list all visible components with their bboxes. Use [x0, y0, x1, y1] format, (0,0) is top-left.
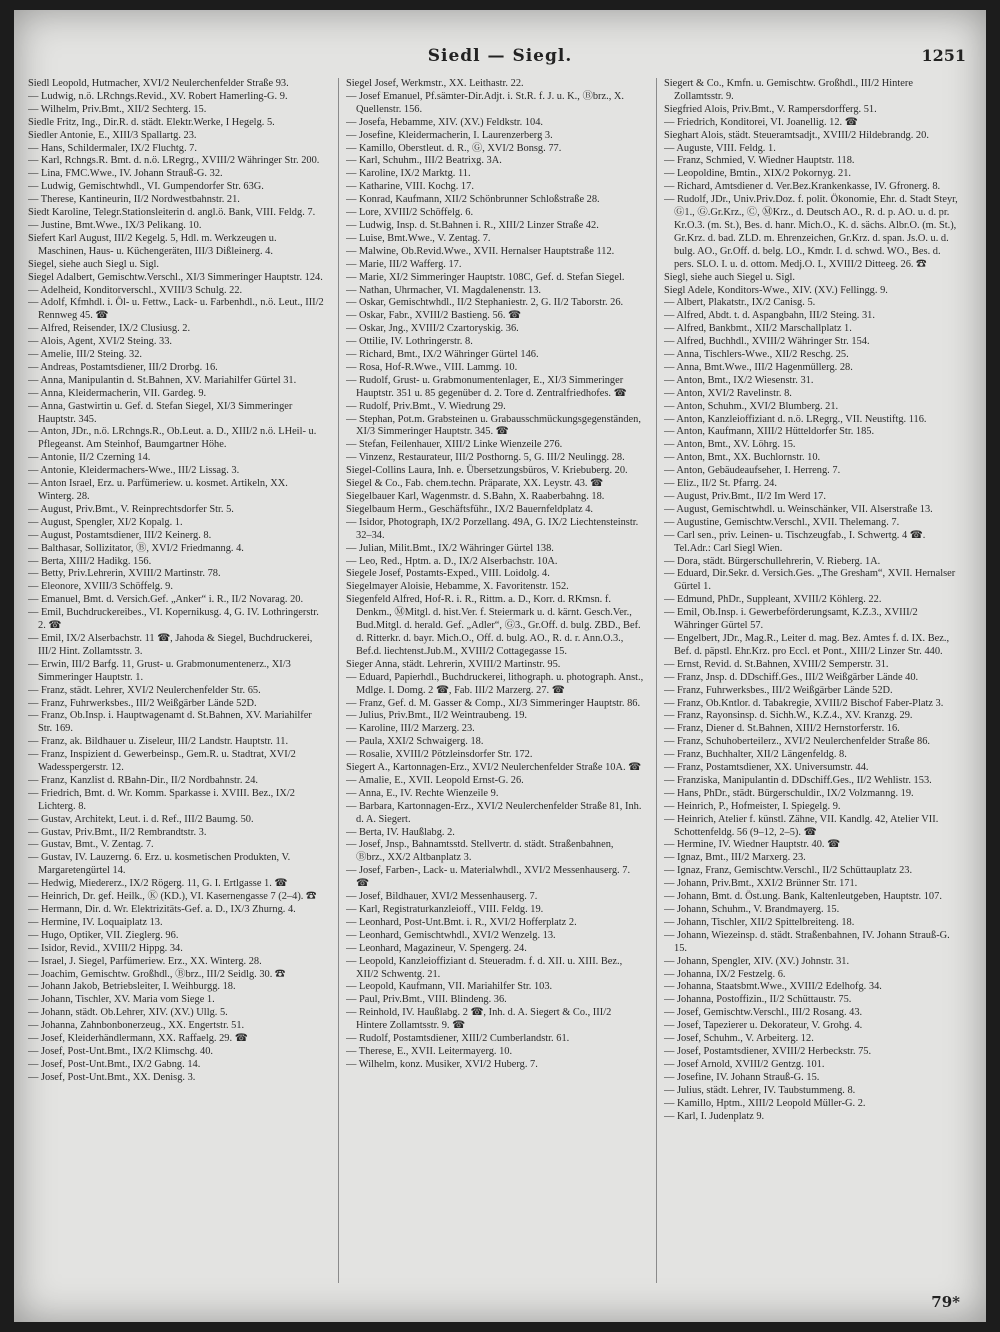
directory-entry: — Anna, E., IV. Rechte Wienzeile 9.	[346, 787, 499, 799]
directory-entry: — Josef, Post-Unt.Bmt., IX/2 Klimschg. 40.	[28, 1045, 214, 1057]
directory-entry: — Josefine, IV. Johann Strauß-G. 15.	[664, 1071, 820, 1083]
directory-entry: — Julius, städt. Lehrer, IV. Taubstummeng. 8.	[664, 1084, 856, 1096]
directory-entry: — Johann, Spengler, XIV. (XV.) Johnstr. 31.	[664, 955, 850, 967]
directory-entry: — Gustav, Bmt., V. Zentag. 7.	[28, 839, 154, 851]
directory-entry: — Heinrich, P., Hofmeister, I. Spiegelg. 9.	[664, 800, 841, 812]
directory-entry: — Josef, Farben-, Lack- u. Materialwhdl., XVI/2 Messenhauserg. 7. ☎	[346, 865, 631, 890]
directory-entry: — Alfred, Abdt. t. d. Aspangbahn, III/2 Steing. 31.	[664, 310, 875, 322]
directory-entry: — Amelie, III/2 Steing. 32.	[28, 349, 142, 361]
directory-entry: — Adolf, Kfmhdl. i. Öl- u. Fettw., Lack- u. Farbenhdl., n.ö. Leut., III/2 Rennweg 45. ☎	[28, 297, 324, 322]
directory-entry: Siegfried Alois, Priv.Bmt., V. Rampersdorfferg. 51.	[664, 103, 877, 115]
directory-entry: — Karl, I. Judenplatz 9.	[664, 1110, 765, 1122]
directory-entry: — Johann Jakob, Betriebsleiter, I. Weihburgg. 18.	[28, 981, 236, 993]
directory-entry: — Karl, Rchngs.R. Bmt. d. n.ö. LRegrg., XVIII/2 Währinger Str. 200.	[28, 155, 320, 167]
directory-entry: — Antonie, II/2 Czerning 14.	[28, 452, 151, 464]
directory-entry: — Lina, FMC.Wwe., IV. Johann Strauß-G. 32.	[28, 168, 223, 180]
directory-entry: — Leo, Red., Hptm. a. D., IX/2 Alserbachstr. 10A.	[346, 555, 558, 567]
directory-entry: — Josef, Post-Unt.Bmt., IX/2 Gabng. 14.	[28, 1058, 201, 1070]
directory-entry: — Rosalie, XVIII/2 Pötzleinsdorfer Str. 172.	[346, 749, 533, 761]
directory-entry: — Antonie, Kleidermachers-Wwe., III/2 Lissag. 3.	[28, 465, 240, 477]
directory-entry: — Amalie, E., XVII. Leopold Ernst-G. 26.	[346, 774, 524, 786]
directory-entry: — Eleonore, XVIII/3 Schöffelg. 9.	[28, 581, 173, 593]
directory-entry: Siedt Karoline, Telegr.Stationsleiterin d. angl.ö. Bank, VIII. Feldg. 7.	[28, 207, 316, 219]
directory-entry: — Leopold, Kanzleioffiziant d. Steueradm. f. d. XII. u. XIII. Bez., XII/2 Schwentg. 21.	[346, 955, 623, 980]
directory-entry: — Rudolf, Priv.Bmt., V. Wiedrung 29.	[346, 400, 506, 412]
directory-entry: — Johann, Wiezeinsp. d. städt. Straßenbahnen, IV. Johann Strauß-G. 15.	[664, 929, 950, 954]
directory-entry: — Reinhold, IV. Haußlabg. 2 ☎, Inh. d. A. Siegert & Co., III/2 Hintere Zollamtsstr. 9. ☎	[346, 1007, 612, 1032]
directory-entry: — Anton, Bmt., IX/2 Wiesenstr. 31.	[664, 374, 814, 386]
directory-entry: — Johanna, IX/2 Festzelg. 6.	[664, 968, 786, 980]
directory-entry: — Franz, Postamtsdiener, XX. Universumstr. 44.	[664, 762, 869, 774]
directory-entry: — Isidor, Photograph, IX/2 Porzellang. 49A, G. IX/2 Liechtensteinstr. 32–34.	[346, 516, 639, 541]
directory-entry: — Oskar, Gemischtwhdl., II/2 Stephaniestr. 2, G. II/2 Taborstr. 26.	[346, 297, 624, 309]
directory-entry: — Johann, Schuhm., V. Brandmayerg. 15.	[664, 904, 840, 915]
directory-entry: — Stephan, Pot.m. Grabsteinen u. Grabausschmückungsgegenständen, XI/3 Simmeringer Hauptstr. 345. ☎	[346, 413, 641, 438]
directory-entry: Siegl Adele, Konditors-Wwe., XIV. (XV.) Fellingg. 9.	[664, 284, 888, 296]
directory-entry: — Balthasar, Sollizitator, Ⓑ, XVI/2 Friedmanng. 4.	[28, 542, 244, 554]
directory-entry: Siedle Fritz, Ing., Dir.R. d. städt. Elektr.Werke, I Hegelg. 5.	[28, 116, 275, 128]
page-header	[14, 46, 986, 72]
directory-entry: — Hugo, Optiker, VII. Zieglerg. 96.	[28, 929, 179, 941]
directory-entry: — Rudolf, Grust- u. Grabmonumentenlager, E., XI/3 Simmeringer Hauptstr. 351 u. 85 gegenüber d. 2. Tore d. Zentralfriedhofes. ☎	[346, 374, 627, 399]
directory-entry: Siegenfeld Alfred, Hof-R. i. R., Rittm. a. D., Korr. d. RKmsn. f. Denkm., ⓂMitgl. d. hist.Ver. f. Steiermark u. d. kärnt. Gesch.Ver., Bud.Mitgl. d. herald. Gef. „Adler“, Ⓖ3., Gr.Off. d. bulg. ZBD., Bef. d. Ritterkr. d. bayr. Mich.O., Off. d. bulg. AO., R. d. r. Ann.O.3., Bef.d. liechtenst.Jub.M., XVIII/2 Cottagegasse 15.	[346, 594, 641, 657]
directory-entry: — Franz, Schmied, V. Wiedner Hauptstr. 118.	[664, 155, 855, 167]
directory-entry: — Rudolf, JDr., Univ.Priv.Doz. f. polit. Ökonomie, Ehr. d. Stadt Steyr, Ⓖ1., Ⓖ.Gr.Krz., Ⓒ, ⓂKrz., d. Deutsch AO., R. d. p. AO. u. d. pr. Kr.O.3. (m. St.), Bes. d. hanr. Mich.O., K. d. sächs. Albr.O. (m. St.), Gr.Krz. d. bad. ZLD. m. Ehrenzeichen, Gr.Krz. d. span. Js.O. u. d. bulg. AO., Gr.Off. d. belg. LO., Kmdr. I. d. schwd. WO., Bes. d. pers. SLO. I. u. d. ottom. Medj.O. I., XVIII/2 Ditteeg. 26. ☎	[664, 194, 958, 270]
directory-entry: — Franz, städt. Lehrer, XVI/2 Neulerchenfelder Str. 65.	[28, 684, 261, 696]
directory-entry: — Wilhelm, konz. Musiker, XVI/2 Huberg. 7.	[346, 1058, 538, 1070]
column-middle	[346, 78, 644, 1283]
directory-entry: — Franziska, Manipulantin d. DDschiff.Ges., II/2 Wehlistr. 153.	[664, 774, 932, 786]
directory-entry: — Johann, Bmt. d. Öst.ung. Bank, Kaltenleutgeben, Hauptstr. 107.	[664, 891, 942, 903]
directory-entry: — Auguste, VIII. Feldg. 1.	[664, 142, 776, 154]
directory-entry: — August, Priv.Bmt., II/2 Im Werd 17.	[664, 491, 826, 502]
directory-entry: — Josef Emanuel, Pf.sämter-Dir.Adjt. i. St.R. f. J. u. K., Ⓑbrz., X. Quellenstr. 156.	[346, 90, 624, 115]
directory-entry: — Berta, IV. Haußlabg. 2.	[346, 826, 455, 838]
directory-entry: — Hedwig, Miedererz., IX/2 Rögerg. 11, G. I. Ertlgasse 1. ☎	[28, 878, 288, 890]
directory-entry: — Anna, Kleidermacherin, VII. Gardeg. 9.	[28, 387, 207, 399]
directory-entry: — Leopoldine, Bmtin., XIX/2 Pokornyg. 21.	[664, 168, 852, 180]
directory-entry: — Josef Arnold, XVIII/2 Gentzg. 101.	[664, 1058, 825, 1070]
directory-entry: Siegel Adalbert, Gemischtw.Verschl., XI/3 Simmeringer Hauptstr. 124.	[28, 271, 323, 283]
directory-entry: — Rosa, Hof-R.Wwe., VIII. Lammg. 10.	[346, 361, 518, 373]
directory-entry: — Kamillo, Hptm., XIII/2 Leopold Müller-G. 2.	[664, 1097, 866, 1109]
directory-entry: — Anna, Tischlers-Wwe., XII/2 Reschg. 25.	[664, 349, 849, 361]
directory-entry: Siegel-Collins Laura, Inh. e. Übersetzungsbüros, V. Kriebuberg. 20.	[346, 465, 628, 477]
directory-entry: — Karoline, III/2 Marzerg. 23.	[346, 723, 475, 735]
directory-entry: — Heinrich, Dr. gef. Heilk., Ⓚ (KD.), VI. Kasernengasse 7 (2–4). ☎	[28, 891, 317, 903]
directory-entry: — Johanna, Postoffizin., II/2 Schüttaustr. 75.	[664, 994, 852, 1006]
directory-entry: — August, Gemischtwhdl. u. Weinschänker, VII. Alserstraße 13.	[664, 503, 933, 515]
directory-entry: — Leonhard, Gemischtwhdl., XVI/2 Wenzelg. 13.	[346, 929, 556, 941]
directory-entry: — Anton, Kaufmann, XIII/2 Hütteldorfer Str. 185.	[664, 426, 875, 438]
directory-entry: — Stefan, Feilenhauer, XIII/2 Linke Wienzeile 276.	[346, 439, 563, 451]
directory-entry: — Anton, Bmt., XV. Löhrg. 15.	[664, 439, 796, 451]
directory-entry: Siedl Leopold, Hutmacher, XVI/2 Neulerchenfelder Straße 93.	[28, 78, 289, 89]
directory-entry: — Hans, Schildermaler, IX/2 Fluchtg. 7.	[28, 142, 197, 154]
directory-entry: — Ottilie, IV. Lothringerstr. 8.	[346, 336, 473, 348]
directory-entry: — Katharine, VIII. Kochg. 17.	[346, 181, 474, 193]
directory-entry: — Anton, Schuhm., XVI/2 Blumberg. 21.	[664, 400, 839, 412]
directory-entry: — Marie, XI/2 Simmeringer Hauptstr. 108C, Gef. d. Stefan Siegel.	[346, 271, 625, 283]
directory-entry: — Oskar, Jng., XVIII/2 Czartoryskig. 36.	[346, 323, 519, 335]
directory-entry: — Franz, Schuhoberteilerz., XVI/2 Neulerchenfelder Straße 86.	[664, 736, 931, 748]
directory-entry: — Berta, XIII/2 Hadikg. 156.	[28, 555, 152, 567]
directory-entry: — Johann, Priv.Bmt., XXI/2 Brünner Str. 171.	[664, 878, 858, 890]
directory-entry: — Franz, Jnsp. d. DDschiff.Ges., III/2 Weißgärber Lände 40.	[664, 671, 919, 683]
directory-entry: — Eduard, Dir.Sekr. d. Versich.Ges. „The Gresham“, XVII. Hernalser Gürtel 1.	[664, 568, 956, 593]
directory-entry: Siedler Antonie, E., XIII/3 Spallartg. 23.	[28, 129, 197, 141]
directory-entry: — Augustine, Gemischtw.Verschl., XVII. Thelemang. 7.	[664, 516, 900, 528]
directory-entry: — Ernst, Revid. d. St.Bahnen, XVIII/2 Semperstr. 31.	[664, 658, 889, 670]
directory-entry: — Lore, XVIII/2 Schöffelg. 6.	[346, 207, 474, 219]
directory-entry: — Albert, Plakatstr., IX/2 Canisg. 5.	[664, 297, 816, 309]
directory-entry: — Ignaz, Bmt., III/2 Marxerg. 23.	[664, 852, 806, 864]
directory-entry: — Franz, Ob.Insp. i. Hauptwagenamt d. St.Bahnen, XV. Mariahilfer Str. 169.	[28, 710, 312, 735]
directory-entry: — August, Spengler, XI/2 Kopalg. 1.	[28, 516, 183, 528]
directory-entry: — Johann, Tischler, XV. Maria vom Siege 1.	[28, 994, 215, 1006]
directory-entry: — Hermine, IV. Loquaiplatz 13.	[28, 916, 163, 928]
directory-entry: — Julian, Milit.Bmt., IX/2 Währinger Gürtel 138.	[346, 542, 554, 554]
directory-entry: Sieger Anna, städt. Lehrerin, XVIII/2 Martinstr. 95.	[346, 658, 561, 670]
directory-entry: — Justine, Bmt.Wwe., IX/3 Pelikang. 10.	[28, 219, 202, 231]
directory-entry: — Ignaz, Franz, Gemischtw.Verschl., II/2 Schüttauplatz 23.	[664, 865, 913, 877]
directory-entry: — Emil, Ob.Insp. i. Gewerbeförderungsamt, K.Z.3., XVIII/2 Währinger Gürtel 57.	[664, 607, 918, 632]
directory-entry: Siegel Josef, Werkmstr., XX. Leithastr. 22.	[346, 78, 524, 89]
directory-entry: — Emanuel, Bmt. d. Versich.Gef. „Anker“ i. R., II/2 Novarag. 20.	[28, 594, 304, 606]
directory-entry: — Franz, Diener d. St.Bahnen, XIII/2 Hernstorferstr. 16.	[664, 723, 900, 735]
directory-entry: — Paula, XXI/2 Schwaigerg. 18.	[346, 736, 484, 748]
directory-entry: — Karl, Registraturkanzleioff., VIII. Feldg. 19.	[346, 904, 544, 915]
directory-entry: — Oskar, Fabr., XVIII/2 Bastieng. 56. ☎	[346, 310, 522, 322]
directory-entry: — Nathan, Uhrmacher, VI. Magdalenenstr. 13.	[346, 284, 542, 296]
directory-entry: Siegelmayer Aloisie, Hebamme, X. Favoritenstr. 152.	[346, 581, 569, 593]
directory-entry: — Betty, Priv.Lehrerin, XVIII/2 Martinstr. 78.	[28, 568, 221, 580]
directory-entry: — Anna, Bmt.Wwe., III/2 Hagenmüllerg. 28.	[664, 361, 853, 373]
directory-page	[14, 10, 986, 1322]
directory-entry: — Israel, J. Siegel, Parfümeriew. Erz., XX. Winterg. 28.	[28, 955, 262, 967]
directory-entry: — Adelheid, Konditorverschl., XVIII/3 Schulg. 22.	[28, 284, 243, 296]
directory-entry: — Franz, Fuhrwerksbes., III/2 Weißgärber Lände 52D.	[664, 684, 893, 696]
directory-entry: — Leonhard, Magazineur, V. Spengerg. 24.	[346, 942, 527, 954]
directory-entry: — Eliz., II/2 St. Pfarrg. 24.	[664, 478, 777, 490]
directory-entry: — Leopold, Kaufmann, VII. Mariahilfer Str. 103.	[346, 981, 553, 993]
directory-entry: — Anton, XVI/2 Ravelinstr. 8.	[664, 387, 792, 399]
directory-entry: — Anton, Gebäudeaufseher, I. Herreng. 7.	[664, 465, 841, 477]
directory-entry: Siegert & Co., Kmfn. u. Gemischtw. Großhdl., III/2 Hintere Zollamtsstr. 9.	[664, 78, 913, 102]
directory-entry: Sieghart Alois, städt. Steueramtsadjt., XVIII/2 Hildebrandg. 20.	[664, 129, 929, 141]
directory-entry: — Anna, Manipulantin d. St.Bahnen, XV. Mariahilfer Gürtel 31.	[28, 374, 297, 386]
directory-entry: — Gustav, IV. Lauzerng. 6. Erz. u. kosmetischen Produkten, V. Margaretengürtel 14.	[28, 852, 291, 877]
directory-entry: — Hermine, IV. Wiedner Hauptstr. 40. ☎	[664, 839, 841, 851]
directory-entry: — Konrad, Kaufmann, XII/2 Schönbrunner Schloßstraße 28.	[346, 194, 600, 206]
directory-entry: — Josef, Gemischtw.Verschl., III/2 Rosang. 43.	[664, 1007, 863, 1019]
directory-entry: — Josef, Postamtsdiener, XVIII/2 Herbeckstr. 75.	[664, 1045, 872, 1057]
directory-entry: — Edmund, PhDr., Suppleant, XVIII/2 Köhlerg. 22.	[664, 594, 882, 606]
directory-entry: Siegel & Co., Fab. chem.techn. Präparate, XX. Leystr. 43. ☎	[346, 478, 604, 490]
directory-entry: — Josef, Kleiderhändlermann, XX. Raffaelg. 29. ☎	[28, 1033, 248, 1045]
directory-entry: — Josef, Bildhauer, XVI/2 Messenhauserg. 7.	[346, 891, 538, 903]
directory-entry: — Kamillo, Oberstleut. d. R., Ⓖ, XVI/2 Bonsg. 77.	[346, 142, 562, 154]
directory-entry: — Richard, Bmt., IX/2 Währinger Gürtel 146.	[346, 349, 539, 361]
directory-entry: — Leonhard, Post-Unt.Bmt. i. R., XVI/2 Hofferplatz 2.	[346, 916, 577, 928]
directory-entry: — Gustav, Priv.Bmt., II/2 Rembrandtstr. 3.	[28, 826, 207, 838]
directory-entry: Siefert Karl August, III/2 Kegelg. 5, Hdl. m. Werkzeugen u. Maschinen, Haus- u. Küchengeräten, III/3 Dißleinerg. 4.	[28, 232, 277, 257]
directory-entry: — Franz, ak. Bildhauer u. Ziseleur, III/2 Landstr. Hauptstr. 11.	[28, 736, 289, 748]
directory-entry: — Heinrich, Atelier f. künstl. Zähne, VII. Kandlg. 42, Atelier VII. Schottenfeldg. 56 (9–12, 2–5). ☎	[664, 813, 939, 838]
directory-entry: — Ludwig, Insp. d. St.Bahnen i. R., XIII/2 Linzer Straße 42.	[346, 219, 599, 231]
directory-entry: — Franz, Buchhalter, XII/2 Längenfeldg. 8.	[664, 749, 847, 761]
directory-entry: — Franz, Kanzlist d. RBahn-Dir., II/2 Nordbahnstr. 24.	[28, 774, 259, 786]
directory-entry: — Franz, Rayonsinsp. d. Sichh.W., K.Z.4., XV. Kranzg. 29.	[664, 710, 913, 722]
directory-entry: — Josef, Schuhm., V. Arbeiterg. 12.	[664, 1033, 814, 1045]
directory-entry: — Anton, JDr., n.ö. LRchngs.R., Ob.Leut. a. D., XIII/2 n.ö. LHeil- u. Pflegeanst. Am Steinhof, Baumgartner Höhe.	[28, 426, 317, 451]
directory-entry: — Alfred, Reisender, IX/2 Clusiusg. 2.	[28, 323, 191, 335]
directory-entry: — Erwin, III/2 Barfg. 11, Grust- u. Grabmonumentenerz., XI/3 Simmeringer Hauptstr. 1.	[28, 658, 291, 683]
directory-entry: Siegert A., Kartonnagen-Erz., XVI/2 Neulerchenfelder Straße 10A. ☎	[346, 762, 642, 774]
directory-entry: — Richard, Amtsdiener d. Ver.Bez.Krankenkasse, IV. Gfronerg. 8.	[664, 181, 941, 193]
directory-entry: — Josef, Tapezierer u. Dekorateur, V. Grohg. 4.	[664, 1020, 863, 1032]
directory-entry: — Carl sen., priv. Leinen- u. Tischzeugfab., I. Schwertg. 4 ☎. Tel.Adr.: Carl Siegl Wien.	[664, 529, 926, 554]
directory-entry: — August, Postamtsdiener, III/2 Keinerg. 8.	[28, 529, 212, 541]
column-left	[28, 78, 326, 1283]
directory-entry: — Alfred, Buchhdl., XVIII/2 Währinger Str. 154.	[664, 336, 870, 348]
directory-entry: — Barbara, Kartonnagen-Erz., XVI/2 Neulerchenfelder Straße 81, Inh. d. A. Siegert.	[346, 800, 642, 825]
directory-entry: — Josef, Post-Unt.Bmt., XX. Denisg. 3.	[28, 1071, 196, 1083]
directory-entry: — Wilhelm, Priv.Bmt., XII/2 Sechterg. 15.	[28, 103, 207, 115]
directory-entry: — Josefine, Kleidermacherin, I. Laurenzerberg 3.	[346, 129, 553, 141]
directory-entry: — Ludwig, Gemischtwhdl., VI. Gumpendorfer Str. 63G.	[28, 181, 264, 193]
directory-entry: — Paul, Priv.Bmt., VIII. Blindeng. 36.	[346, 994, 507, 1006]
directory-entry: — Alfred, Bankbmt., XII/2 Marschallplatz 1.	[664, 323, 852, 335]
column-right	[664, 78, 962, 1283]
directory-entry: — Anna, Gastwirtin u. Gef. d. Stefan Siegel, XI/3 Simmeringer Hauptstr. 345.	[28, 400, 293, 425]
page-number: 1251	[921, 46, 966, 65]
directory-entry: — Julius, Priv.Bmt., II/2 Weintraubeng. 19.	[346, 710, 527, 722]
directory-entry: Siegele Josef, Postamts-Exped., VIII. Loidolg. 4.	[346, 568, 550, 580]
directory-entry: — Andreas, Postamtsdiener, III/2 Drorbg. 16.	[28, 361, 218, 373]
directory-entry: — Karoline, IX/2 Marktg. 11.	[346, 168, 471, 180]
directory-entry: — Franz, Ob.Kntlor. d. Tabakregie, XVIII/2 Bischof Faber-Platz 3.	[664, 697, 944, 709]
directory-entry: — Malwine, Ob.Revid.Wwe., XVII. Hernalser Hauptstraße 112.	[346, 245, 615, 257]
entry-columns	[28, 78, 978, 1283]
directory-entry: — Josefa, Hebamme, XIV. (XV.) Feldkstr. 104.	[346, 116, 544, 128]
directory-entry: — Johann, städt. Ob.Lehrer, XIV. (XV.) Ullg. 5.	[28, 1007, 228, 1019]
directory-entry: — Anton, Bmt., XX. Buchlornstr. 10.	[664, 452, 821, 464]
directory-entry: — Franz, Inspizient d. Gewerbeinsp., Gem.R. u. Stadtrat, XVI/2 Wadesspergerstr. 12.	[28, 749, 296, 774]
running-head-title: Siedl — Siegl.	[427, 46, 573, 66]
directory-entry: — Engelbert, JDr., Mag.R., Leiter d. mag. Bez. Amtes f. d. IX. Bez., Bef. d. päpstl. Ehr.Krz. pro Eccl. et Pont., XIII/2 Linzer Str. 440.	[664, 632, 950, 657]
directory-entry: — Gustav, Architekt, Leut. i. d. Ref., III/2 Baumg. 50.	[28, 813, 254, 825]
directory-entry: — Emil, IX/2 Alserbachstr. 11 ☎, Jahoda & Siegel, Buchdruckerei, III/2 Hint. Zollamtsstr. 3.	[28, 632, 313, 657]
directory-entry: — Therese, E., XVII. Leitermayerg. 10.	[346, 1045, 513, 1057]
sheet-signature: 79*	[931, 1293, 960, 1311]
directory-entry: — Therese, Kantineurin, II/2 Nordwestbahnstr. 21.	[28, 194, 240, 206]
directory-entry: — Friedrich, Bmt. d. Wr. Komm. Sparkasse i. XVIII. Bez., IX/2 Lichterg. 8.	[28, 787, 295, 812]
directory-entry: — Anton Israel, Erz. u. Parfümeriew. u. kosmet. Artikeln, XX. Winterg. 28.	[28, 478, 288, 502]
directory-entry: — August, Priv.Bmt., V. Reinprechtsdorfer Str. 5.	[28, 503, 234, 515]
directory-entry: — Hans, PhDr., städt. Bürgerschuldir., IX/2 Volzmanng. 19.	[664, 787, 914, 799]
directory-entry: — Hermann, Dir. d. Wr. Elektrizitäts-Gef. a. D., IX/3 Zhurng. 4.	[28, 904, 296, 915]
directory-entry: — Emil, Buchdruckereibes., VI. Kopernikusg. 4, G. IV. Lothringerstr. 2. ☎	[28, 607, 319, 632]
column-divider	[656, 78, 657, 1283]
directory-entry: — Marie, III/2 Wafferg. 17.	[346, 258, 462, 270]
directory-entry: — Vinzenz, Restaurateur, III/2 Posthorng. 5, G. III/2 Neulingg. 28.	[346, 452, 625, 464]
directory-entry: — Josef, Jnsp., Bahnamtsstd. Stellvertr. d. städt. Straßenbahnen, Ⓑbrz., XX/2 Altbanplatz 3.	[346, 839, 614, 864]
directory-entry: — Rudolf, Postamtsdiener, XIII/2 Cumberlandstr. 61.	[346, 1033, 570, 1045]
directory-entry: — Isidor, Revid., XVIII/2 Hippg. 34.	[28, 942, 183, 954]
directory-entry: — Anton, Kanzleioffiziant d. n.ö. LRegrg., VII. Neustiftg. 116.	[664, 413, 927, 425]
column-divider	[338, 78, 339, 1283]
directory-entry: — Franz, Fuhrwerksbes., III/2 Weißgärber Lände 52D.	[28, 697, 257, 709]
directory-entry: — Luise, Bmt.Wwe., V. Zentag. 7.	[346, 232, 491, 244]
directory-entry: Siegelbaum Herm., Geschäftsführ., IX/2 Bauernfeldplatz 4.	[346, 503, 593, 515]
directory-entry: — Eduard, Papierhdl., Buchdruckerei, lithograph. u. photograph. Anst., Mdlge. I. Domg. 2 ☎, Fab. III/2 Marzerg. 27. ☎	[346, 671, 644, 696]
directory-entry: — Johanna, Staatsbmt.Wwe., XVIII/2 Edelhofg. 34.	[664, 981, 882, 993]
directory-entry: Siegel, siehe auch Siegl u. Sigl.	[28, 258, 160, 270]
directory-entry: — Dora, städt. Bürgerschullehrerin, V. Rieberg. 1A.	[664, 555, 881, 567]
directory-entry: — Karl, Schuhm., III/2 Beatrixg. 3A.	[346, 155, 502, 167]
directory-entry: Siegl, siehe auch Siegel u. Sigl.	[664, 271, 796, 283]
directory-entry: — Johann, Tischler, XII/2 Spittelbreiteng. 18.	[664, 916, 855, 928]
directory-entry: — Joachim, Gemischtw. Großhdl., Ⓑbrz., III/2 Seidlg. 30. ☎	[28, 968, 286, 980]
directory-entry: Siegelbauer Karl, Wagenmstr. d. S.Bahn, X. Raaberbahng. 18.	[346, 491, 605, 502]
directory-entry: — Franz, Gef. d. M. Gasser & Comp., XI/3 Simmeringer Hauptstr. 86.	[346, 697, 641, 709]
directory-entry: — Friedrich, Konditorei, VI. Joanellig. 12. ☎	[664, 116, 858, 128]
directory-entry: — Johanna, Zahnbonbonerzeug., XX. Engertstr. 51.	[28, 1020, 245, 1032]
directory-entry: — Alois, Agent, XVI/2 Steing. 33.	[28, 336, 173, 348]
directory-entry: — Ludwig, n.ö. LRchngs.Revid., XV. Robert Hamerling-G. 9.	[28, 90, 288, 102]
